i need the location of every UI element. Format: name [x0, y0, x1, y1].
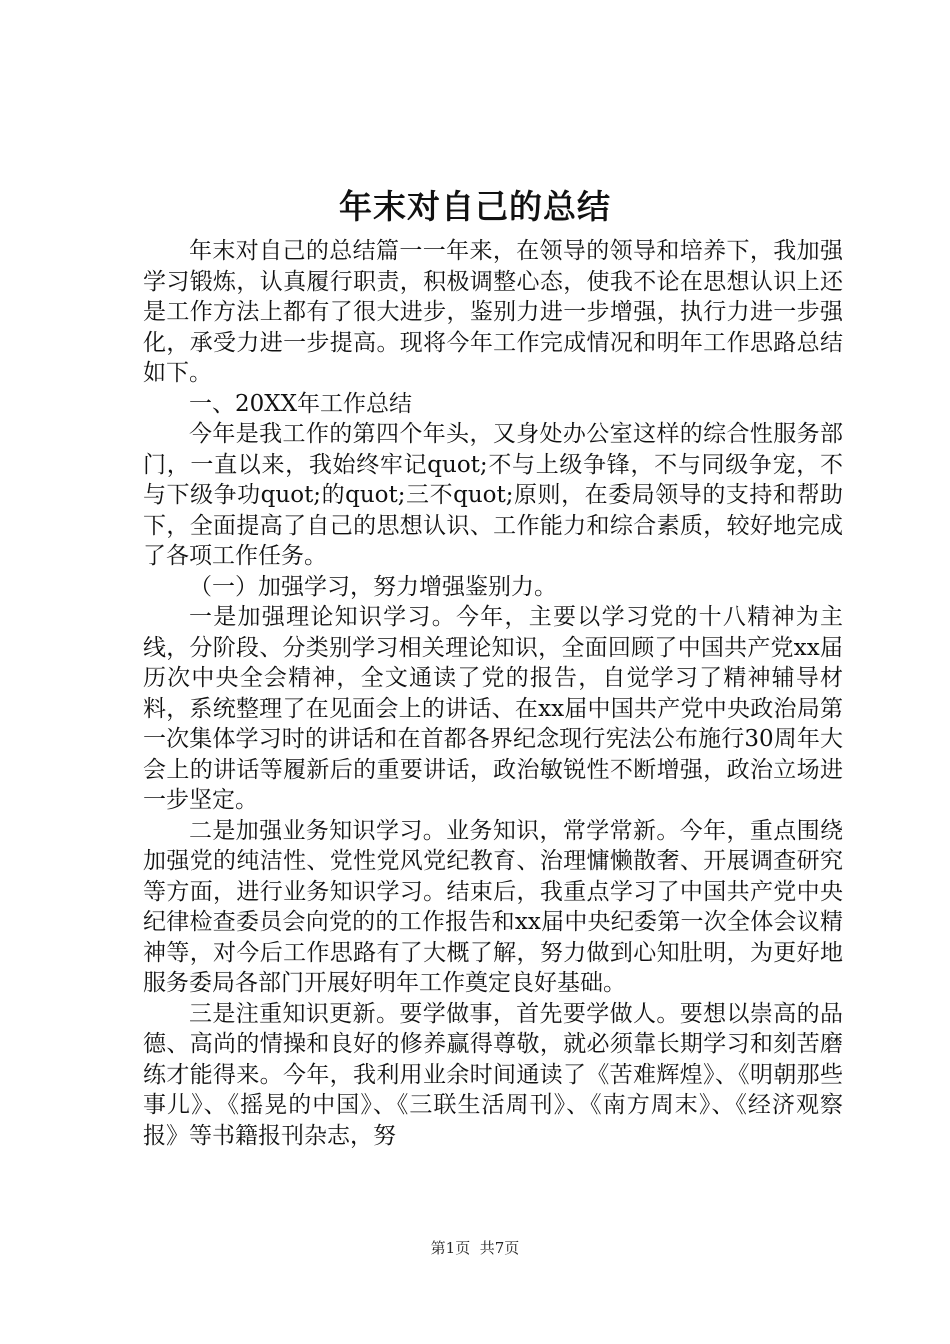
document-body — [143, 236, 843, 1151]
page-footer — [0, 1238, 950, 1258]
paragraph-intro: 年末对自己的总结篇一一年来，在领导的领导和培养下，我加强学习锻炼，认真履行职责，积极调整心态，使我不论在思想认识上还是工作方法上都有了很大进步，鉴别力进一步增强，执行力进一步强化，承受力进一步提高。现将今年工作完成情况和明年工作思路总结如下。 — [143, 238, 843, 386]
paragraph-overview: 今年是我工作的第四个年头，又身处办公室这样的综合性服务部门，一直以来，我始终牢记quot;不与上级争锋，不与同级争宠，不与下级争功quot;的quot;三不quot;原则，在委局领导的支持和帮助下，全面提高了自己的思想认识、工作能力和综合素质，较好地完成了各项工作任务。 — [143, 421, 843, 569]
paragraph-business-study: 二是加强业务知识学习。业务知识，常学常新。今年，重点围绕加强党的纯洁性、党性党风党纪教育、治理慵懒散奢、开展调查研究等方面，进行业务知识学习。结束后，我重点学习了中国共产党中央纪律检查委员会向党的的工作报告和xx届中央纪委第一次全体会议精神等，对今后工作思路有了大概了解，努力做到心知肚明，为更好地服务委局各部门开展好明年工作奠定良好基础。 — [143, 817, 843, 996]
paragraph-knowledge-update: 三是注重知识更新。要学做事，首先要学做人。要想以崇高的品德、高尚的情操和良好的修养赢得尊敬，就必须靠长期学习和刻苦磨练才能得来。今年，我利用业余时间通读了《苦难辉煌》、《明朝那些事儿》、《摇晃的中国》、《三联生活周刊》、《南方周末》、《经济观察报》等书籍报刊杂志，努 — [143, 1000, 843, 1149]
paragraph-theory-study: 一是加强理论知识学习。今年，主要以学习党的十八精神为主线，分阶段、分类别学习相关理论知识，全面回顾了中国共产党xx届历次中央全会精神，全文通读了党的报告，自觉学习了精神辅导材料，系统整理了在见面会上的讲话、在xx届中国共产党中央政治局第一次集体学习时的讲话和在首都各界纪念现行宪法公布施行30周年大会上的讲话等履新后的重要讲话，政治敏锐性不断增强，政治立场进一步坚定。 — [143, 604, 843, 813]
section-heading-1: 一、20XX年工作总结 — [189, 390, 413, 417]
page-number: 第1页 — [430, 1239, 471, 1257]
document-title: 年末对自己的总结 — [339, 187, 611, 226]
subsection-heading-1: （一）加强学习，努力增强鉴别力。 — [189, 573, 557, 600]
footer-spacer — [470, 1239, 480, 1257]
page-total: 共7页 — [479, 1239, 520, 1257]
